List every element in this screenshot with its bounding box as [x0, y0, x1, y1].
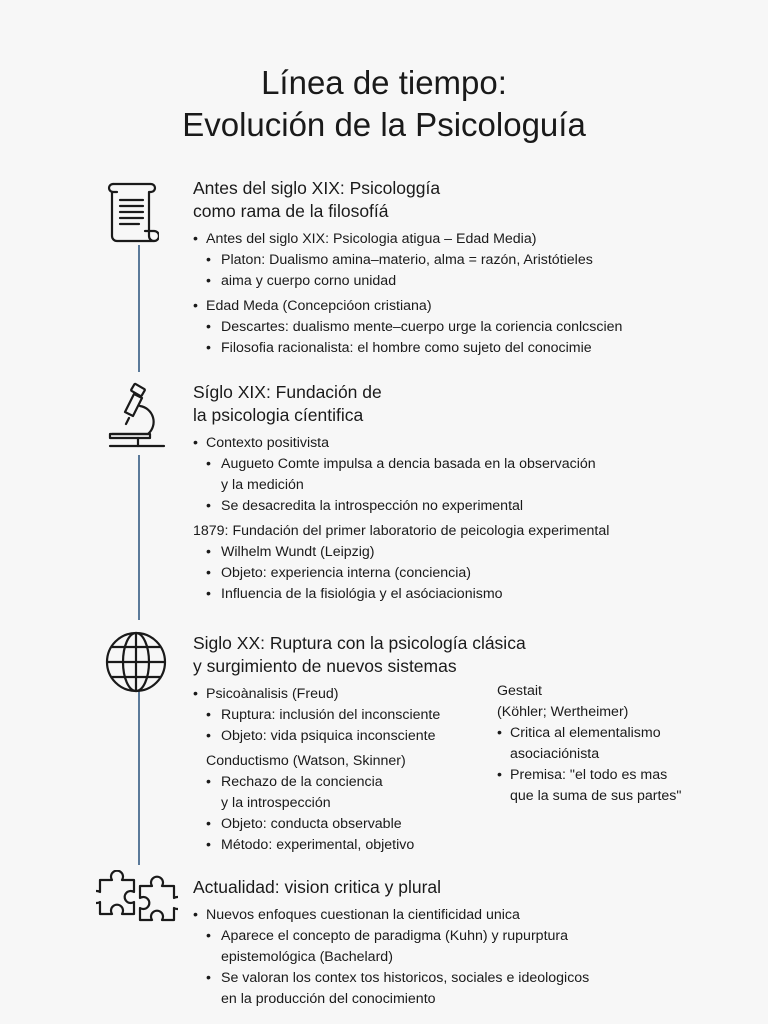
list-item: • Filosofia racionalista: el hombre como sujeto del conocimie	[193, 338, 753, 359]
list-item: • Critica al elementalismo	[497, 723, 727, 744]
list-item: • Contexto positivista	[193, 433, 753, 454]
gestalt-column	[497, 681, 727, 807]
list-item: • Platon: Dualismo amina–materio, alma = razón, Aristótieles	[193, 250, 753, 271]
title-line-2: Evolución de la Psicologuía	[182, 106, 586, 143]
list-item-continuation: • aima y cuerpo corno unidad	[193, 271, 753, 292]
scroll-icon	[103, 178, 159, 246]
microscope-icon	[108, 382, 168, 452]
section-list-right	[497, 681, 727, 807]
list-heading: 1879: Fundación del primer laboratorio de peicologia experimental	[193, 523, 610, 539]
list-item-continuation: y la introspección	[221, 795, 331, 811]
list-item: • Nuevos enfoques cuestionan la cientificidad unica	[193, 905, 753, 926]
list-item-continuation: que la suma de sus partes"	[510, 788, 682, 804]
page-title	[0, 62, 768, 146]
list-item: • Se valoran los contex tos historicos, sociales e ideologicos	[193, 968, 753, 989]
section-title: Actualidad: vision critica y plural	[193, 877, 442, 897]
section-before-xix	[193, 177, 753, 359]
title-line-1: Línea de tiempo:	[261, 64, 507, 101]
list-item: • Premisa: "el todo es mas	[497, 765, 727, 786]
list-item: • Objeto: conducta observable	[193, 814, 493, 835]
list-item: • Aparece el concepto de paradigma (Kuhn) y rupurptura	[193, 926, 753, 947]
section-list-left	[193, 684, 493, 856]
timeline-line-2	[138, 455, 140, 620]
section-list	[193, 433, 753, 605]
section-list	[193, 905, 753, 1010]
section-list	[193, 229, 753, 359]
puzzle-icon	[96, 870, 178, 932]
globe-icon	[103, 629, 169, 695]
list-item: • Se desacredita la introspección no experimental	[193, 496, 753, 517]
list-item-continuation: asociaciónista	[510, 746, 600, 762]
list-item: • Psicoànalisis (Freud)	[193, 684, 493, 705]
list-item: • Wilhelm Wundt (Leipzig)	[193, 542, 753, 563]
list-item: • Descartes: dualismo mente–cuerpo urge la coriencia conlcscien	[193, 317, 753, 338]
list-item: • Influencia de la fisiológia y el asóciacionismo	[193, 584, 753, 605]
list-item-continuation: y la medición	[221, 477, 304, 493]
section-xix	[193, 381, 753, 605]
section-actualidad	[193, 876, 753, 1010]
section-title: Siglo XX: Ruptura con la psicología clásica y surgimiento de nuevos sistemas	[193, 633, 526, 676]
list-item-continuation: en la producción del conocimiento	[221, 991, 436, 1007]
list-heading: Conductismo (Watson, Skinner)	[206, 753, 406, 769]
timeline-line-3	[138, 690, 140, 865]
list-heading: (Köhler; Wertheimer)	[497, 704, 629, 720]
list-item: • Ruptura: inclusión del inconsciente	[193, 705, 493, 726]
list-item-continuation: epistemológica (Bachelard)	[221, 949, 393, 965]
list-item: • Método: experimental, objetivo	[193, 835, 493, 856]
list-item: • Objeto: experiencia interna (conciencia)	[193, 563, 753, 584]
section-title: Síglo XIX: Fundación de la psicologia cíentifica	[193, 382, 382, 425]
list-heading: Gestait	[497, 683, 542, 699]
list-item: • Antes del siglo XIX: Psicologia atigua – Edad Media)	[193, 229, 753, 250]
list-item: • Rechazo de la conciencia	[193, 772, 493, 793]
list-item: • Objeto: vida psiquica inconsciente	[193, 726, 493, 747]
list-item: • Edad Meda (Concepcióon cristiana)	[193, 296, 753, 317]
timeline-line-1	[138, 245, 140, 372]
list-item: • Augueto Comte impulsa a dencia basada en la observación	[193, 454, 753, 475]
section-title: Antes del siglo XIX: Psicologgía como rama de la filosofíá	[193, 178, 441, 221]
